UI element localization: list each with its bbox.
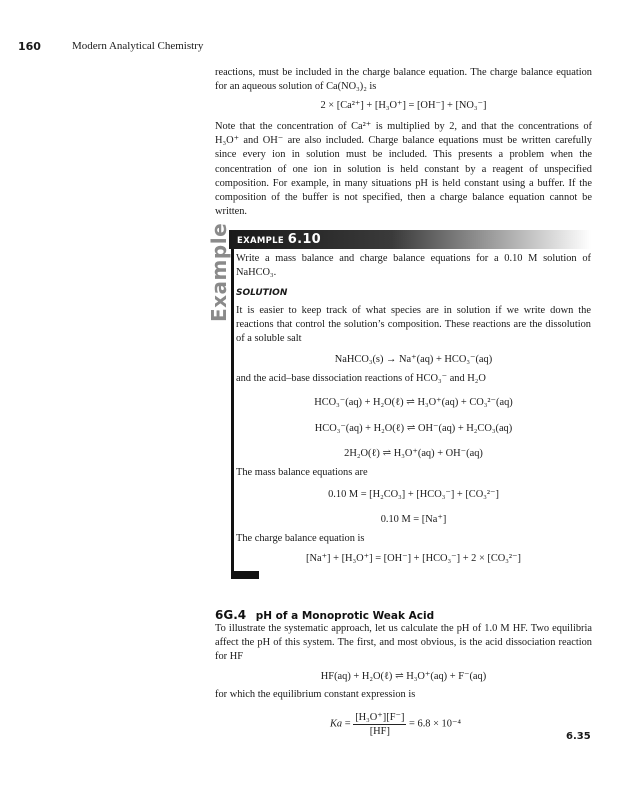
intro-paragraph-2: Note that the concentration of Ca²⁺ is multiplied by 2, and that the concentrations of H₃O⁺ and OH⁻ are also included. Charge balance equations must be written carefully since every ion in solution must be included. This presents a problem when the concentration of one ion in solution is held constant by a reagent of unspecified composition. For example, in many situations pH is held constant using a buffer. If the composition of the buffer is not specified, then a charge balance equation cannot be written. [215,121,592,218]
solution-text-4: The charge balance equation is [236,533,365,544]
ka-symbol: Ka [330,718,343,730]
example-label: EXAMPLE [237,236,284,246]
mass-balance-equation-1: 0.10 M = [H₂CO₃] + [HCO₃⁻] + [CO₃²⁻] [328,489,499,500]
ka-fraction [353,711,406,737]
charge-balance-equation-nahco3: [Na⁺] + [H₃O⁺] = [OH⁻] + [HCO₃⁻] + 2 × [CO₃²⁻] [306,553,521,564]
equation-acid-dissociation-2: HCO₃⁻(aq) + H₂O(ℓ) ⇌ OH⁻(aq) + H₂CO₃(aq) [314,423,513,434]
section-paragraph-2: for which the equilibrium constant expression is [215,689,416,700]
equation-hf-dissociation: HF(aq) + H₂O(ℓ) ⇌ H₃O⁺(aq) + F⁻(aq) [320,671,487,682]
section-paragraph: To illustrate the systematic approach, let us calculate the pH of 1.0 M HF. Two equilibria affect the pH of this system. The first, and most obvious, is the acid dissociation reaction for HF [215,623,592,663]
example-side-bar [231,249,234,579]
section-title: pH of a Monoprotic Weak Acid [255,610,435,622]
charge-balance-equation-cano3: 2 × [Ca²⁺] + [H₃O⁺] = [OH⁻] + [NO₃⁻] [320,100,487,111]
solution-text-2: and the acid–base dissociation reactions of HCO₃⁻ and H₂O [236,373,486,384]
solution-text-1: It is easier to keep track of what species are in solution if we write down the reactions that control the solution’s composition. These reactions are the dissolution of a soluble salt [236,305,591,345]
ka-denominator: [HF] [369,726,390,737]
equation-number: 6.35 [566,731,591,742]
page-number: 160 [18,40,41,53]
intro-paragraph-1: reactions, must be included in the charge balance equation. The charge balance equation for an aqueous solution of Ca(NO₃)₂ is [215,67,592,93]
ka-value: = 6.8 × 10⁻⁴ [409,718,462,730]
ka-expression: Ka = $\frac{\text{[H₃O⁺][F⁻]}}{[HF]}$ = 6.8 × 10⁻⁴ [330,712,462,737]
equation-water-autoionization: 2H₂O(ℓ) ⇌ H₃O⁺(aq) + OH⁻(aq) [344,448,483,459]
example-problem: Write a mass balance and charge balance equations for a 0.10 M solution of NaHCO₃. [236,253,591,279]
example-side-label: Example [207,222,231,322]
solution-label: SOLUTION [236,288,288,298]
example-number: 6.10 [287,232,322,247]
example-heading [237,232,321,247]
example-end-marker [231,571,259,579]
mass-balance-equation-2: 0.10 M = [Na⁺] [380,514,447,525]
ka-numerator: [H₃O⁺][F⁻] [355,712,405,723]
running-title: Modern Analytical Chemistry [72,40,204,52]
section-heading [215,604,434,623]
equation-dissolution: NaHCO₃(s) → Na⁺(aq) + HCO₃⁻(aq) [334,354,493,365]
section-number: 6G.4 [215,608,247,622]
solution-text-3: The mass balance equations are [236,467,368,478]
equation-acid-dissociation-1: HCO₃⁻(aq) + H₂O(ℓ) ⇌ H₃O⁺(aq) + CO₃²⁻(aq) [314,397,513,408]
